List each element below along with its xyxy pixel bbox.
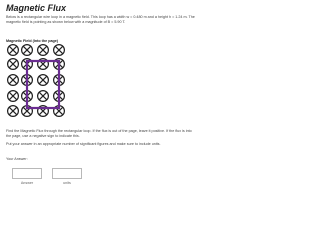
into-page-x-circle-icon	[38, 91, 49, 102]
figure-caption: Magnetic Field (Into the page)	[6, 38, 59, 43]
into-page-x-circle-icon	[54, 45, 65, 56]
into-page-x-circle-icon	[22, 45, 33, 56]
into-page-x-circle-icon	[38, 45, 49, 56]
answer-input[interactable]	[12, 168, 42, 179]
instructions-text: Put your answer in an appropriate number of significant figures and make sure to include units.	[6, 142, 161, 146]
into-page-x-circle-icon	[8, 106, 19, 117]
into-page-x-circle-icon	[8, 59, 19, 70]
question-text: Find the Magnetic Flux through the rectangular loop. If the flux is out of the page, leave it positive. If the flux is into the page, use a negative sign to indicate this.	[6, 129, 192, 139]
magnetic-field-diagram	[6, 44, 78, 126]
into-page-x-circle-icon	[8, 75, 19, 86]
into-page-x-circle-icon	[8, 91, 19, 102]
units-input[interactable]	[52, 168, 82, 179]
magnetic-field-figure	[6, 44, 78, 126]
into-page-x-circle-icon	[38, 75, 49, 86]
units-label: units	[63, 181, 71, 185]
problem-intro: Below is a rectangular wire loop in a magnetic field. This loop has a width w = 0.480 m and a height h = 1.24 m. The magnetic field is pointing as shown below with a magnitude of B = 5.90 T.	[6, 15, 195, 25]
page-title: Magnetic Flux	[6, 3, 67, 13]
answer-label: Answer	[20, 181, 34, 185]
your-answer-label: Your Answer:	[6, 157, 28, 161]
into-page-x-circle-icon	[8, 45, 19, 56]
